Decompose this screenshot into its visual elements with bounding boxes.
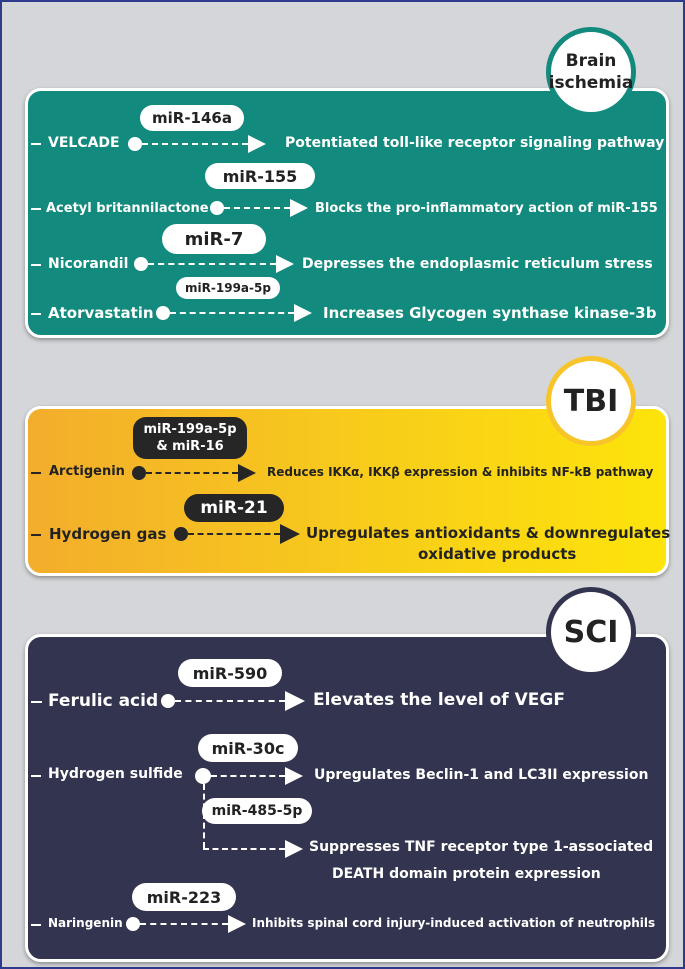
dashed-connector bbox=[188, 533, 280, 535]
sci-badge-label: SCI bbox=[563, 614, 619, 650]
node-dot bbox=[132, 466, 146, 480]
brain-ischemia-badge-label: Brain ischemia bbox=[548, 51, 634, 93]
drug-arctigenin: Arctigenin bbox=[49, 464, 125, 479]
dashed-connector bbox=[224, 207, 290, 209]
drug-velcade: VELCADE bbox=[48, 135, 120, 151]
bullet-icon bbox=[31, 264, 41, 266]
node-dot bbox=[161, 694, 175, 708]
mirna-pill-mir-7: miR-7 bbox=[162, 224, 266, 254]
dashed-connector bbox=[170, 312, 294, 314]
bullet-icon bbox=[31, 534, 41, 536]
mirna-pill-mir-199a-5p: miR-199a-5p bbox=[176, 277, 280, 299]
drug-hydrogen-sulfide: Hydrogen sulfide bbox=[48, 766, 183, 782]
arrow-right-icon bbox=[294, 304, 312, 322]
tbi-badge-label: TBI bbox=[563, 383, 619, 419]
dashed-connector bbox=[211, 775, 285, 777]
mirna-pill-mir-223: miR-223 bbox=[132, 883, 236, 911]
mirna-pill-mir-199a-5p-mir-16 bbox=[133, 417, 247, 459]
arrow-right-icon bbox=[285, 691, 305, 711]
effect-vegf: Elevates the level of VEGF bbox=[313, 690, 565, 710]
arrow-right-icon bbox=[285, 840, 303, 858]
dashed-connector bbox=[175, 700, 285, 702]
arrow-right-icon bbox=[285, 767, 303, 785]
mirna-pill-mir-21: miR-21 bbox=[184, 494, 284, 522]
drug-ferulic-acid: Ferulic acid bbox=[48, 691, 159, 711]
effect-er-stress: Depresses the endoplasmic reticulum stress bbox=[302, 256, 653, 272]
effect-beclin-lc3: Upregulates Beclin-1 and LC3II expression bbox=[314, 767, 649, 783]
node-dot bbox=[156, 306, 170, 320]
effect-tnf-receptor-line2: DEATH domain protein expression bbox=[332, 866, 601, 882]
effect-tlr-signaling: Potentiated toll-like receptor signaling pathway bbox=[285, 135, 665, 151]
effect-antioxidants-line2: oxidative products bbox=[418, 545, 577, 563]
dashed-connector bbox=[140, 923, 228, 925]
effect-neutrophils: Inhibits spinal cord injury-induced activation of neutrophils bbox=[252, 916, 656, 930]
sci-badge bbox=[546, 587, 636, 677]
drug-nicorandil: Nicorandil bbox=[48, 256, 129, 272]
bullet-icon bbox=[31, 208, 41, 210]
node-dot bbox=[210, 201, 224, 215]
mirna-pill-mir-590: miR-590 bbox=[178, 659, 282, 687]
arrow-right-icon bbox=[248, 135, 266, 153]
arrow-right-icon bbox=[228, 915, 246, 933]
drug-acetyl-britannilactone: Acetyl britannilactone bbox=[46, 201, 209, 216]
bullet-icon bbox=[31, 143, 41, 145]
arrow-right-icon bbox=[290, 199, 308, 217]
drug-hydrogen-gas: Hydrogen gas bbox=[49, 525, 167, 543]
brain-ischemia-badge bbox=[546, 27, 636, 117]
bullet-icon bbox=[31, 924, 41, 926]
dashed-connector bbox=[148, 263, 276, 265]
bullet-icon bbox=[31, 775, 41, 777]
effect-antioxidants-line1: Upregulates antioxidants & downregulates bbox=[306, 524, 671, 542]
mirna-pill-line1: miR-199a-5p bbox=[143, 422, 237, 437]
mirna-pill-mir-485-5p: miR-485-5p bbox=[202, 798, 312, 824]
mirna-pill-mir-146a: miR-146a bbox=[140, 105, 244, 131]
tbi-badge bbox=[546, 356, 636, 446]
effect-blocks-inflammatory: Blocks the pro-inflammatory action of miR-155 bbox=[315, 201, 658, 216]
dashed-connector bbox=[203, 848, 285, 850]
bullet-icon bbox=[31, 313, 41, 315]
effect-ikk-nfkb: Reduces IKKα, IKKβ expression & inhibits NF-kB pathway bbox=[267, 465, 654, 479]
node-dot bbox=[134, 257, 148, 271]
node-dot bbox=[126, 917, 140, 931]
bullet-icon bbox=[31, 472, 41, 474]
effect-tnf-receptor-line1: Suppresses TNF receptor type 1-associated bbox=[309, 839, 654, 855]
dashed-connector bbox=[142, 143, 248, 145]
mirna-pill-mir-30c: miR-30c bbox=[198, 734, 298, 762]
effect-gsk3b: Increases Glycogen synthase kinase-3b bbox=[323, 304, 657, 322]
bullet-icon bbox=[31, 701, 42, 703]
node-dot bbox=[195, 768, 211, 784]
mirna-pill-mir-155: miR-155 bbox=[205, 163, 315, 189]
drug-naringenin: Naringenin bbox=[48, 916, 123, 930]
node-dot bbox=[174, 527, 188, 541]
sci-panel bbox=[25, 634, 669, 962]
dashed-connector bbox=[146, 472, 238, 474]
node-dot bbox=[128, 137, 142, 151]
arrow-right-icon bbox=[276, 255, 294, 273]
drug-atorvastatin: Atorvastatin bbox=[48, 304, 154, 322]
arrow-right-icon bbox=[238, 464, 256, 482]
arrow-right-icon bbox=[280, 524, 300, 544]
mirna-pill-line2: & miR-16 bbox=[156, 439, 224, 454]
